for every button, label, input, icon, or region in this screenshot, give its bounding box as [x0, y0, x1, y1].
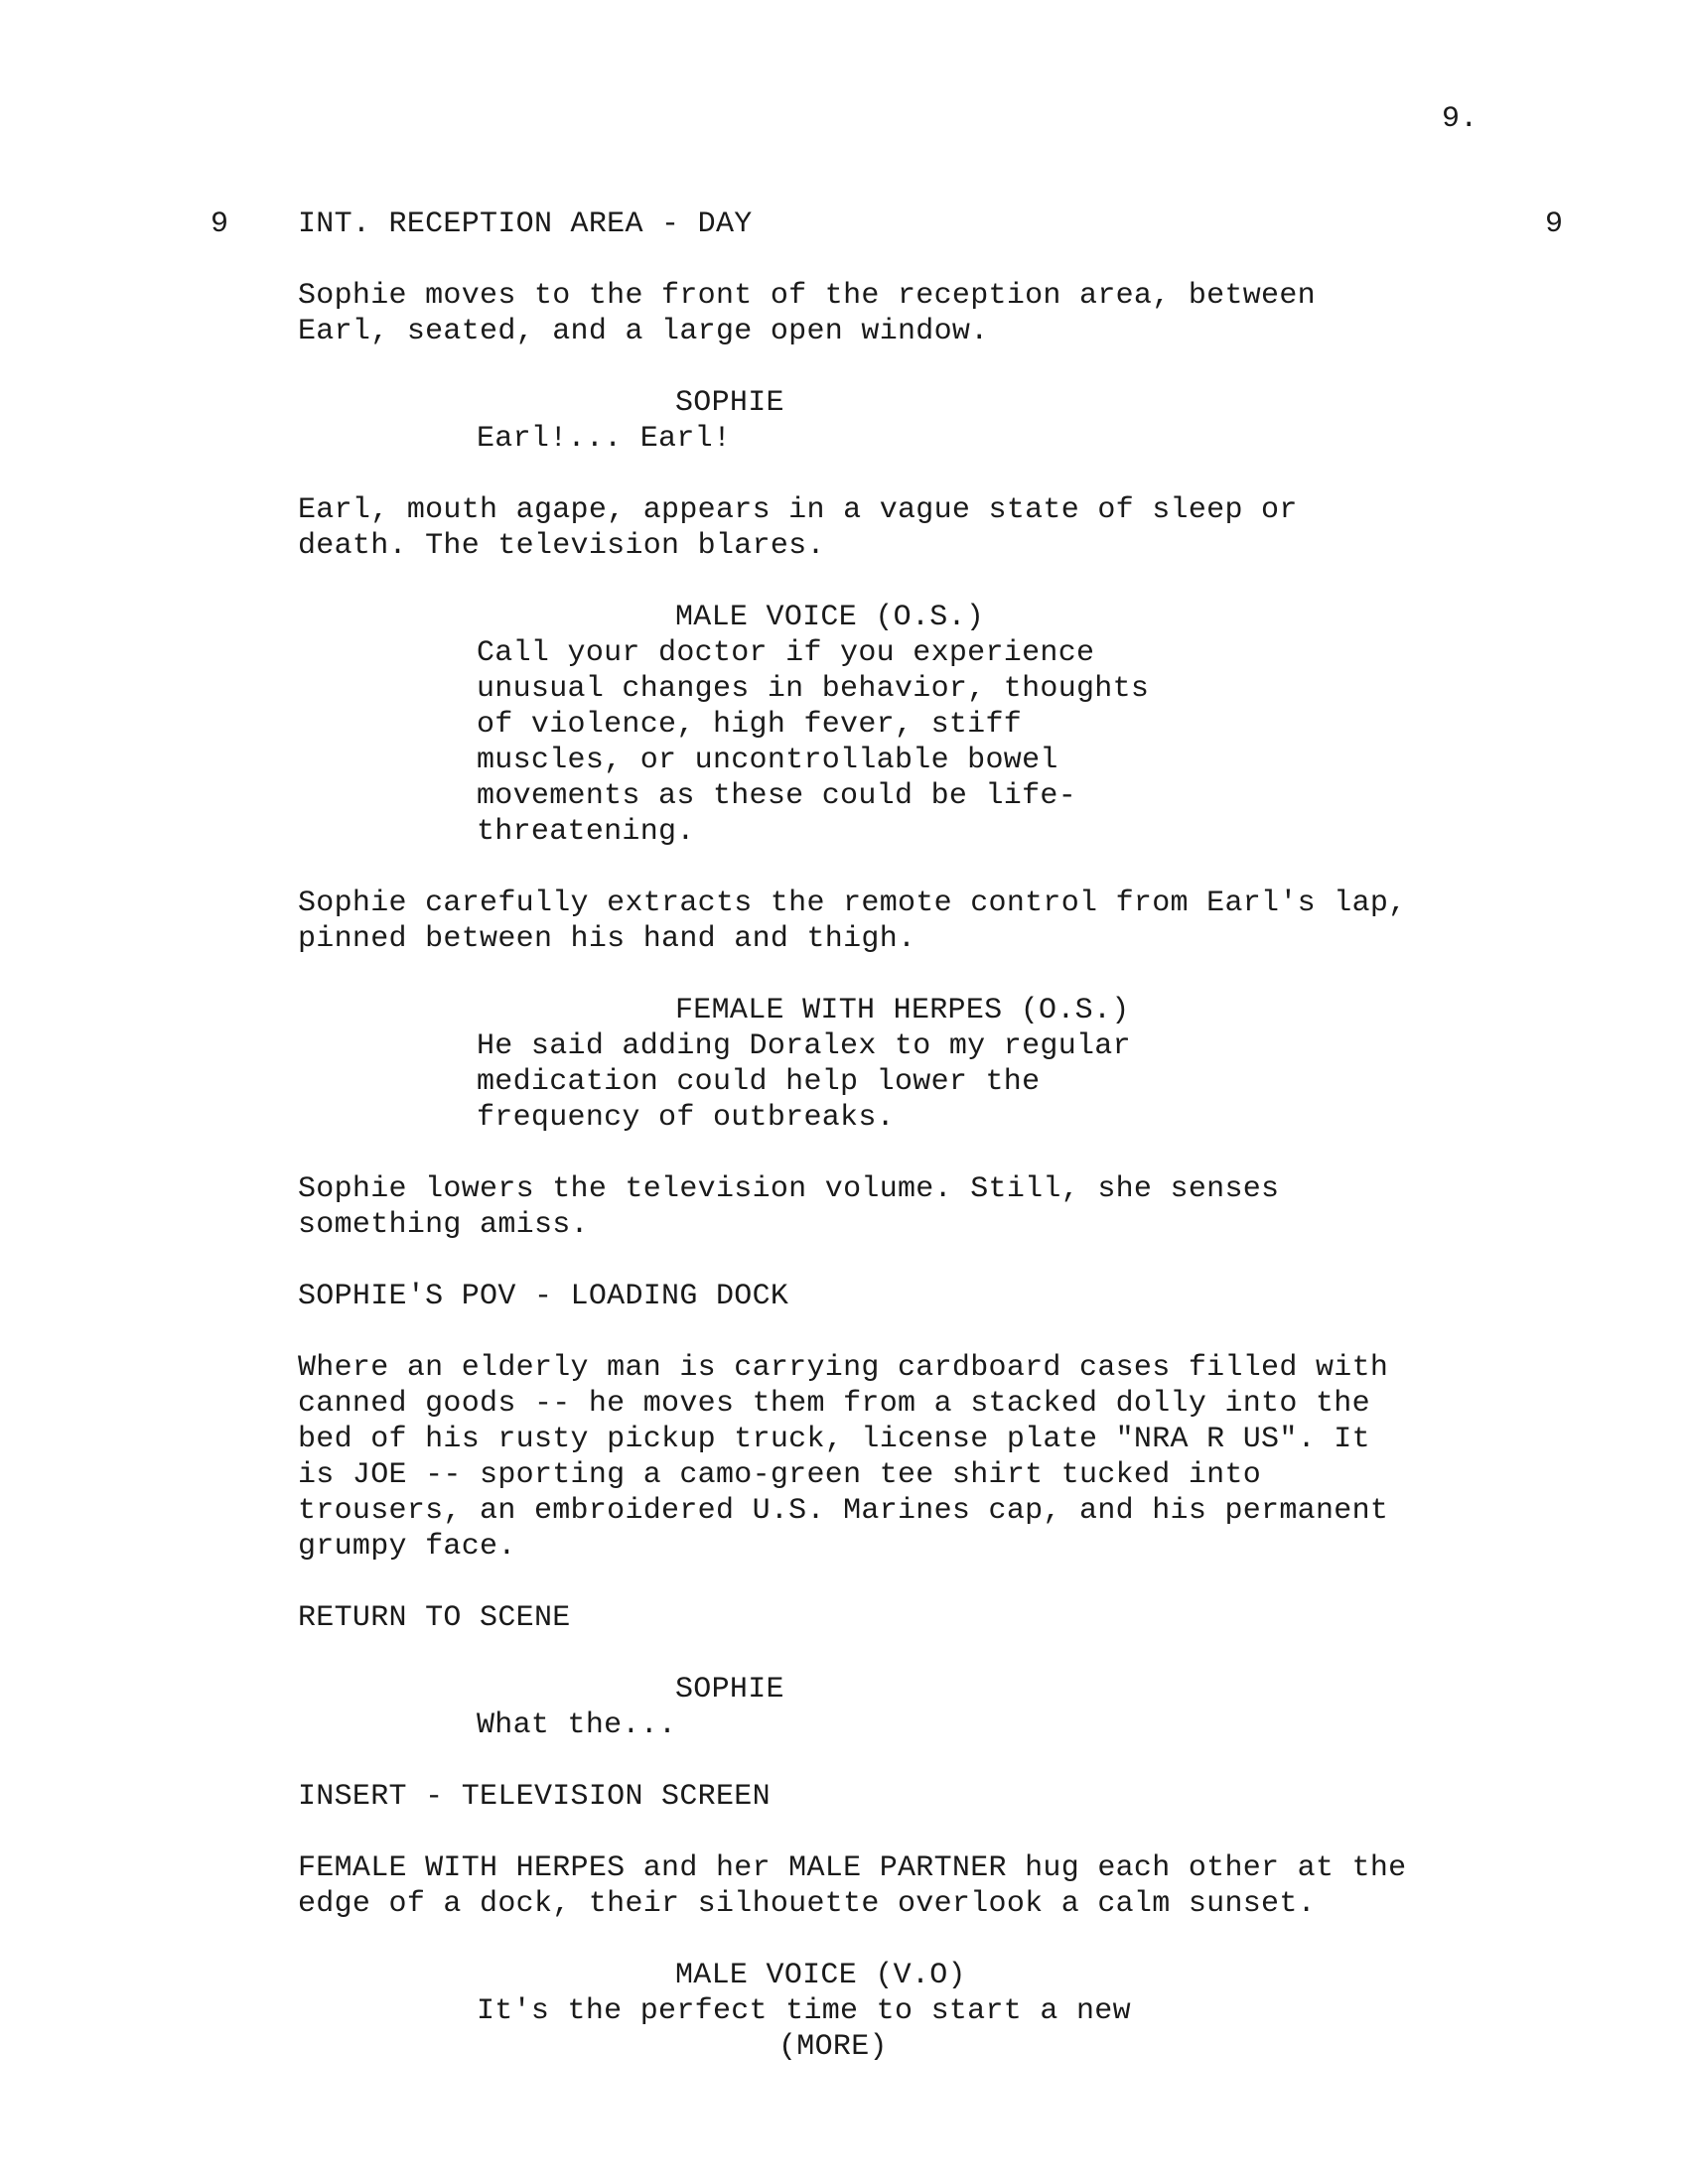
action-line: canned goods -- he moves them from a stacked dolly into the: [298, 1387, 1370, 1421]
action-line: Sophie carefully extracts the remote control from Earl's lap,: [298, 887, 1407, 920]
action-line: FEMALE WITH HERPES and her MALE PARTNER hug each other at the: [298, 1851, 1407, 1885]
dialogue-line: frequency of outbreaks.: [477, 1101, 895, 1135]
scene-number-left: 9: [211, 207, 229, 241]
shot-heading: SOPHIE'S POV - LOADING DOCK: [298, 1280, 789, 1313]
dialogue-line: Call your doctor if you experience: [477, 636, 1095, 670]
action-line: Where an elderly man is carrying cardboard cases filled with: [298, 1351, 1389, 1385]
dialogue-line: Earl!... Earl!: [477, 422, 732, 456]
action-line: grumpy face.: [298, 1530, 516, 1564]
shot-heading: RETURN TO SCENE: [298, 1601, 571, 1635]
action-line: pinned between his hand and thigh.: [298, 922, 916, 956]
scene-number-right: 9: [1545, 207, 1564, 241]
dialogue-line: movements as these could be life-: [477, 779, 1076, 813]
shot-heading: INSERT - TELEVISION SCREEN: [298, 1780, 771, 1814]
dialogue-line: unusual changes in behavior, thoughts: [477, 672, 1150, 706]
action-line: Earl, seated, and a large open window.: [298, 315, 989, 348]
action-line: Earl, mouth agape, appears in a vague state of sleep or: [298, 493, 1298, 527]
dialogue-line: It's the perfect time to start a new: [477, 1994, 1131, 2028]
character-name: SOPHIE: [675, 386, 784, 420]
more-marker: (MORE): [778, 2030, 888, 2064]
action-line: something amiss.: [298, 1208, 589, 1242]
action-line: Sophie lowers the television volume. Still, she senses: [298, 1172, 1280, 1206]
action-line: death. The television blares.: [298, 529, 825, 563]
dialogue-line: muscles, or uncontrollable bowel: [477, 744, 1058, 777]
character-name: SOPHIE: [675, 1673, 784, 1706]
action-line: Sophie moves to the front of the reception area, between: [298, 279, 1316, 313]
character-name: MALE VOICE (V.O): [675, 1959, 966, 1992]
action-line: is JOE -- sporting a camo-green tee shirt tucked into: [298, 1458, 1262, 1492]
dialogue-line: threatening.: [477, 815, 695, 849]
character-name: FEMALE WITH HERPES (O.S.): [675, 994, 1130, 1027]
action-line: bed of his rusty pickup truck, license plate "NRA R US". It: [298, 1423, 1370, 1456]
dialogue-line: medication could help lower the: [477, 1065, 1041, 1099]
dialogue-line: What the...: [477, 1708, 677, 1742]
action-line: trousers, an embroidered U.S. Marines cap, and his permanent: [298, 1494, 1389, 1528]
scene-heading: INT. RECEPTION AREA - DAY: [298, 207, 753, 241]
page-number: 9.: [1442, 102, 1478, 136]
dialogue-line: He said adding Doralex to my regular: [477, 1029, 1131, 1063]
character-name: MALE VOICE (O.S.): [675, 601, 985, 634]
action-line: edge of a dock, their silhouette overlook a calm sunset.: [298, 1887, 1316, 1921]
dialogue-line: of violence, high fever, stiff: [477, 708, 1023, 742]
